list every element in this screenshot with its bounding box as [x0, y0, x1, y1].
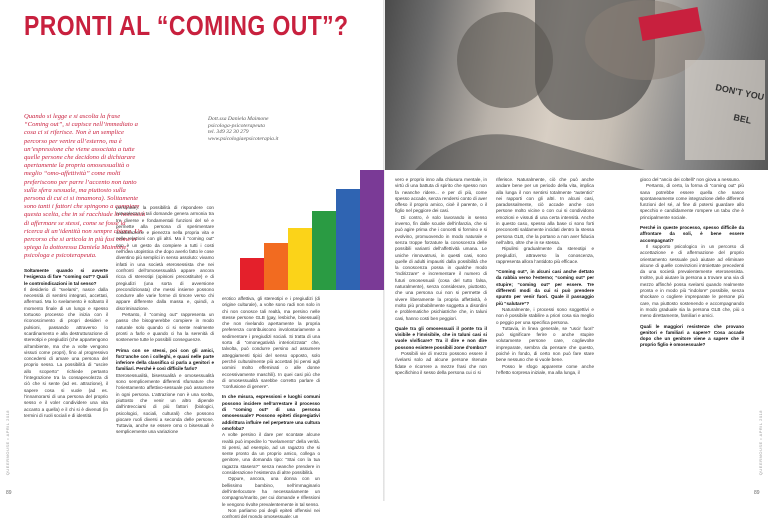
rainbow-bar: [288, 228, 312, 290]
column-3: [222, 296, 320, 520]
question-1: Soltamente quando si avverte l’esigenza di fare “coming out”? Quali le controindicazioni in tal senso?: [24, 268, 108, 286]
question-7: Quali le maggiori resistenze che provano genitori e familiari a sapere? Cosa accade dopo che un genitore viene a sapere che il proprio figlio è omosessuale?: [640, 323, 744, 348]
paragraph: Pertanto, il “coming out” rappresenta un passo che bisognerebbe compiere in modo naturale solo quando ci si sente realmente pronti a farlo e quando ci ha la serenità di sostenerne tutte le possibili conseguenze.: [116, 312, 214, 343]
question-3: In che misura, espressioni e luoghi comuni possono incidere nell’arrestare il processo di “coming out” di una persona omosessuale? Possono epiteti dispregiativi addirittura influire nel perpetrare una cultura omofoba?: [222, 394, 320, 431]
paragraph: Non parliamo poi degli epiteti offensivi nei confronti del mondo omosessuale: un: [222, 507, 320, 520]
paragraph: Il desiderio di “svelarsi”, nasce dalla necessità di sentirsi integrati, accettati, affermati. Ma lo svelamento è soltanto il momento finale di un lungo e spesso tortuoso processo che inizia con il riconoscimento di propri desideri e pulsioni, passando attraverso lo scardinamento e alla destrutturazione di stereotipi e pregiudizi (che appartengono all’ambiente, ma che a volte vengono vissuti come propri), fino al progressivo concedersi di amare una persona del proprio sesso. La possibilità di “uscire allo scoperto” richiede pertanto l’integrazione tra la consapevolezza di ciò che si sente (ad es. attrazione), il sapere cosa si vuole (ad es. l’innamorarsi di una persona del proprio sesso e il voler condividere una vita accanto a quella) e il chi si è divenuti (in termini di ruoli sociali e di identità: [24, 286, 108, 418]
article-photo: [385, 0, 768, 170]
paragraph: Tuttavia, in linea generale, se “uscir fuori” può significare ferire o anche stupire volutamente persone care, coglievolte impreparate, sembra da pensare che questo, poiché in fondo, di certo non può fare stare bene nessuno che si vuole bene.: [496, 325, 594, 363]
question-2: Prima con se stessi, poi con gli amici, forz’anche con i colleghi, e quasi nelle parte inferiore della classifica ci parla a genitori e familiari. Perché è così difficile farlo?: [116, 347, 214, 372]
article-title: PRONTI AL “COMING OUT”?: [24, 10, 349, 41]
article-intro: Quando si legge e si ascolta la frase “Coming out”, si capisce nell’immediato a cosa ci si riferisce. Non è un semplice percorso per venire all’esterno, ma è un’espressione che viene associata a tutte quelle persone che decidono di dichiarare apertamente la propria omosessualità o meglio “omo-affettività” come molti preferiscono per parre l’accento non tanto sulla sfera sessuale, ma piuttosto sulla persona di cui ci si innamora). Solitamente sono tanti i fattori che spingono a compiere questa scelta, che in sé racchiude la necessità di affermare se stessi, come se fosse la ricerca di un’identità non sempre chiara. Un percorso che si articola in più fasi come ci spiega la dottoressa Daniela Maimone, psicologa e psicoterapeuta.: [24, 113, 146, 260]
paragraph: vero e proprio inno alla chiusura mentale, in virtù di una battuta di spirito che spesso non fa neanche ridere... e per di più, come spesso accade, senza rendersi conto di aver offeso il proprio amico, cioè il parente, o il figlio nel peggiore dei casi.: [395, 177, 487, 214]
column-2: [116, 205, 214, 436]
photo-sign-text-2: BEL: [732, 112, 753, 126]
paragraph: gioco del “ancio dei coltelli” non giova a nessuno.: [640, 177, 741, 182]
paragraph: Naturalmente, i processi sono soggettivi e non è possibile stabilire a priori cosa sia meglio o peggio per una specifica persona.: [496, 306, 594, 325]
side-label-right: QUEERMOUSE • APRIL 2018: [758, 410, 763, 476]
rainbow-bar: [264, 243, 288, 290]
author-name: Dott.ssa Daniela Maimone: [208, 116, 269, 122]
rainbow-bar: [336, 189, 360, 290]
paragraph: Posso le sfogo apparente come anche l’effetto sorpresa iniziale, ma alla lunga, il: [496, 363, 594, 375]
author-role: psicologa-psicoterapeuta: [208, 122, 265, 129]
rainbow-bar: [240, 258, 264, 290]
question-6: Perché in queste processo, spesso difficile da affrontare da soli, è bene essere accompagnati?: [640, 225, 744, 243]
rainbow-bars: [240, 170, 382, 290]
paragraph: A volte persino il dare per scontate alcune realtà può impedire lo “svelamento” della verità. Si pensi, ad esempio, ad un ragazzo che si sente pronto da un proprio amico, collega o genitore, una domanda tipo: “Stai con la tua ragazza stasera?” senza neanche prendere in considerazione l’esistenza di altre possibilità.: [222, 432, 320, 476]
author-box: [208, 116, 318, 142]
question-5: “Coming out”, in alcuni casi anche dettato da rabbia verso l’esterno; “coming out” per stupire; “coming out” per essere. Tre differenti modi da cui si può prendere spunto per venir fuori. Quale il passaggio più “salutare”?: [496, 269, 594, 306]
author-site: www.psicologiaepsicoterapia.it: [208, 135, 279, 142]
paragraph: riferisce. Naturalmente, ciò che può anche andare bene per un periodo della vita, implica alla lunga il non sentirsi totalmente “autentici” nei rapporti con gli altri. In alcuni casi, paradossalmente, ciò accade anche con persone molto vicine o con cui si condividono emozioni e vissuti di una certa intensità. Anche in questo caso, spesso alla base ci sono forti preconcetti saldamente incidati dentro la stessa persona GLB, che la portano a non aver fiducia nell’altro, oltre che in se stessa.: [496, 177, 594, 245]
column-6: [640, 177, 744, 349]
paragraph: Il supporto psicologico in un percorso di accettazione e di affermazione del proprio orientamento sessuale può aiutare ad eliminare alcune di quelle convinzioni introiettate precedenti da una società prevalentemente eterosessista. Inoltre, può aiutare la persona a trovare una via di mezzo affinché possa svelarsi quando realmente pronta e in modo più “indolore” possibile, senza shockare o cogliere impreparate le persone più care, ma piuttosto sostenendo e accompagnando in modo graduale sia la persona GLB che, più o meno direttamente, familiari e amici.: [640, 243, 744, 319]
author-phone: tel. 349 32 30 279: [208, 129, 249, 136]
paragraph: personale): la possibilità di rispondere con naturalezza a tali domande genera armonia tra tre diverse e fondamentali funzioni del sé e permette alla persona di sperimentare soddisfazione e pienezza nella propria vita e nelle relazioni con gli altri. Ma il “coming out” non è un gesto da compiere a tutti i costi nell’idea utopistica che dopo averlo fatto le cose diventino più semplici in senso assoluto: vivamo infatti in una società eterosessista che nei confronti dell’omosessualità appare ancora ricca di stereotipi (opinioni precostituite) e di pregiudizi (una sorta di avversione precondizionata) che messi insieme possono condurre alle varie forme di timore verso chi appare differente dalla massa e, quindi, a discriminazione.: [116, 205, 214, 311]
rainbow-bar: [312, 211, 336, 290]
column-1: [24, 268, 108, 419]
paragraph: Di contro, è solo lavorando in senso inverso, fin dalle scuole dell’infanzia, che si può agire prima che i concetti si formino e si evolvino, promuovendo in modo naturale e senza troppe forzature la conoscenza delle possibili varianti dell’affettività umana. Le uniche rinnovatrusi, in questi casi, sono quelle di adulti impauriti dalla possibilità che la conoscenza possa in qualche modo “indirizzare” e incrementare il numero di futuri omosessuali (cosa del tutto falsa, naturalmente), senza considerare, piuttosto, che una persona cui non si permette di vivere liberamente la propria affettività, è molto più probabilmente soggetta a disordini e problematiche psichiatriche che, in taluni casi, hanno costi ben peggiori.: [395, 214, 487, 321]
column-4: [395, 177, 487, 376]
side-label-left: QUEERMOUSE • APRIL 2018: [5, 410, 10, 476]
paragraph: Ripulirsi gradualmente da stereotipi e pregiudizi, attraverso la conoscenza, rappresenta allora l’antidoto più efficace.: [496, 246, 594, 264]
paragraph: Pertanto, di certo, la forma di “coming out” più sana potrebbe essere quella che nasce spontaneamente come integrazione delle differenti funzioni del sé, al fine di potersi guardare allo specchio e candidamente rompere un tabu che è principalmente sociale.: [640, 183, 744, 220]
page-number-right: 89: [754, 490, 760, 496]
photo-sign-text-1: DON'T YOU: [714, 82, 766, 103]
paragraph: Possibili vie di mezzo possono essere il rivelarsi solo ad alcune persone ritenute fidate e ricorrere a mezze frasi che non specifichino il sesso della persona cui ci si: [395, 351, 487, 375]
paragraph: Eterosessualità, bisessualità e omosessualità sono semplicemente differenti sfumature che l’orientamento affettivo-sessuale può assumere in ogni persona. L’attrazione non è una scelta, piuttosto che venir un altro dipende dall’intrecciarsi di più fattori (biologici, psicologici, sociali, culturali) che possono giocare ruoli diversi a seconda delle persone. Tuttavia, anche se essere omo o bisessuali è semplicemente una variazione: [116, 372, 214, 435]
rainbow-bar: [360, 170, 384, 290]
paragraph: erotico affettiva, gli stereotipi e i pregiudizi (di origine culturale), a volte sono radi non solo in chi non conosce tali realtà, ma persino nelle stesse persone GLB (gay, lesbiche, bisessuali) che non rivelando apertamente la propria preferenza contribuiscono involontariamente a sedimentare i pregiudizi sociali. Si tratta di una sorta di “omonegatività interiorizzata” che, talvolta, può condurre persino ad assumere atteggiamenti tipici del senso opposto, solo perché culturalmente più accettati (si pensi agli uomini molto effeminati o alle donne eccessivamente maschili). In quei casi più che di omosessualità sarebbe corretto parlare di “confusione di genere”.: [222, 296, 320, 390]
paragraph: Oppure, ancora, una donna con un bellissimo bambino, nell’immaginario dell’interlocutore ha necessariamente un compagno/marito, per cui domande e riflessioni le vengono rivolte prevalentemente in tal senso.: [222, 476, 320, 507]
page-number-left: 89: [6, 490, 12, 496]
question-4: Quale tra gli omosessuali il ponte tra il visibile e l’invisibile, che in taluni casi si vuole vivificare? Tra il dire e non dire possono esistere possibili zone d’ombra?: [395, 325, 487, 350]
column-5: [496, 177, 594, 376]
